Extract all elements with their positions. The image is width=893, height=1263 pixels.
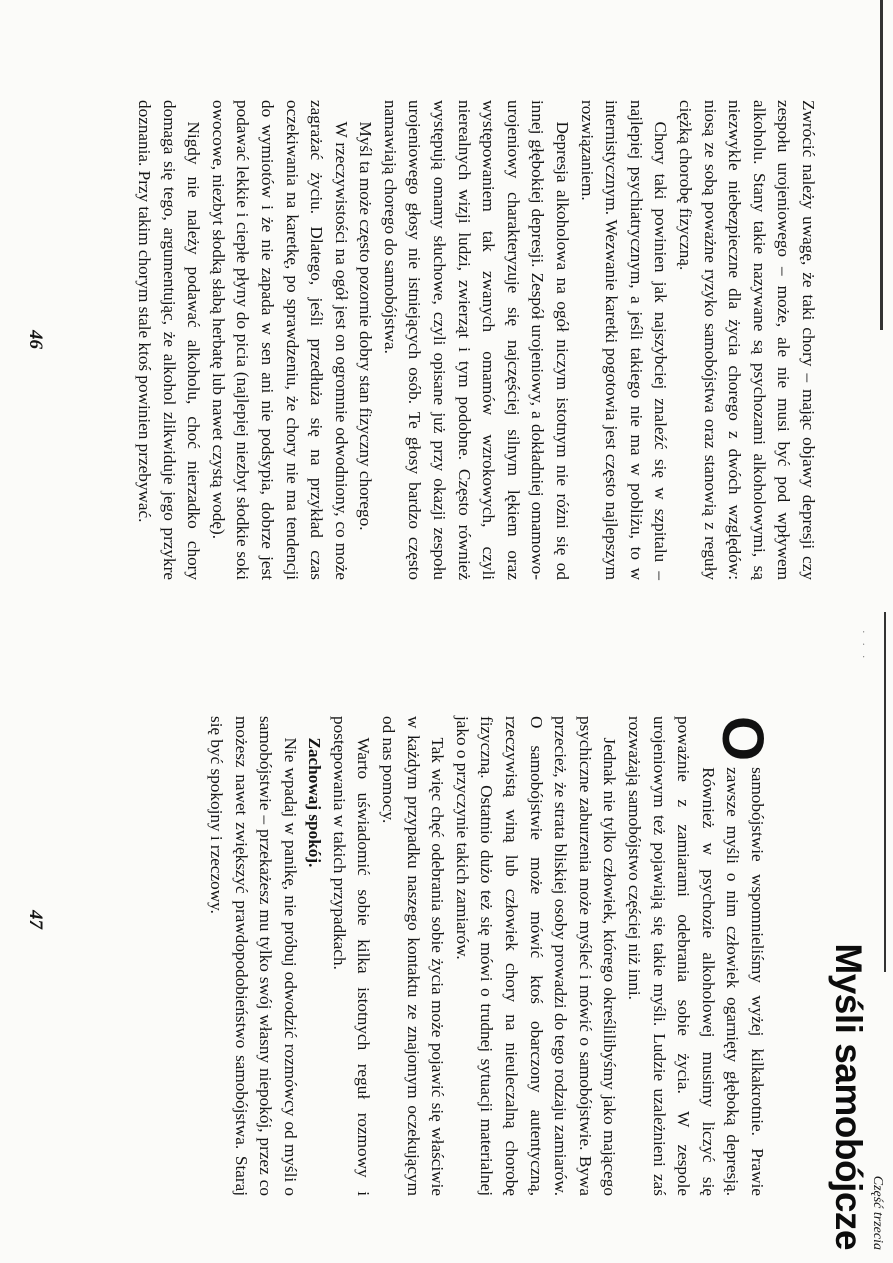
first-paragraph — [621, 716, 775, 1196]
chapter-title: Myśli samobójcze — [828, 943, 869, 1250]
right-page-text — [203, 716, 775, 1196]
scan-edge-line — [884, 612, 886, 972]
paragraph: Nie wpadaj w panikę, nie próbuj odwodzić rozmówcy od myśli o samobójstwie – przekażesz mu tylko swój własny niepokój, przez co możesz nawet zwiększyć prawdopodobieństwo samobójstwa. Staraj się być spokojny i rzeczowy. — [206, 716, 300, 1196]
subheading: Zachowaj spokój. — [305, 737, 325, 868]
paragraph: Chory taki powinien jak najszybciej znaleźć się w szpitalu – najlepiej psychiatrycznym, a jeśli takiego nie ma w pobliżu, to w internistycznym. Wezwanie karetki pogotowia jest często najlepszym rozwiązaniem. — [577, 100, 671, 580]
scan-noise: · · · — [857, 630, 869, 662]
paragraph: Tak więc chęć odebrania sobie życia może pojawić się właściwie w każdym przypadku naszego kontaktu ze znajomym oczekującym od nas pomocy. — [379, 716, 448, 1196]
paragraph: W rzeczywistości na ogół jest on ogromnie odwodniony, co może zagrażać życiu. Dlatego, jeśli przedłuża się na przykład czas oczekiwania na karetkę, po sprawdzeniu, że chory nie ma tendencji do wymiotów i że nie zapada w sen ani nie podsypia, dobrze jest podawać lekkie i ciepłe płyny do picia (najlepiej niezbyt słodkie soki owocowe, niezbyt słodką słabą herbatę lub nawet czystą wodę). — [208, 100, 351, 580]
first-paragraph-text: samobójstwie wspomnieliśmy wyżej kilkakrotnie. Prawie zawsze myśli o nim człowiek ogarnięty głęboką depresją. Również w psychozie alkoholowej musimy liczyć się poważnie z zamiarami odebrania sobie życia. W zespole urojeniowym też pojawiają się takie myśli. Ludzie uzależnieni zaś rozważają samobójstwo częściej niż inni. — [625, 716, 767, 1196]
paragraph: Jednak nie tylko człowiek, którego określilibyśmy jako mającego psychiczne zaburzenia może myśleć i mówić o samobójstwie. Bywa przecież, że strata bliskiej osoby prowadzi do tego rodzaju zamiarów. O samobójstwie może mówić ktoś obarczony autentyczną, rzeczywistą winą lub człowiek chory na nieuleczalną chorobę fizyczną. Ostatnio dużo też się mówi o trudnej sytuacji materialnej jako o przyczynie takich zamiarów. — [452, 716, 620, 1196]
scan-edge-line — [880, 0, 883, 330]
paragraph: Nigdy nie należy podawać alkoholu, choć nierzadko chory domaga się tego, argumentując, że alkohol zlikwiduje jego przykre doznania. Przy takim chorym stale ktoś powinien przebywać. — [134, 100, 204, 580]
section-label: Część trzecia — [870, 1175, 885, 1250]
left-page — [0, 0, 893, 612]
paragraph: Depresja alkoholowa na ogół niczym istotnym nie różni się od innej głębokiej depresji. Zespół urojeniowy, a dokładniej omamowo-urojeniowy charakteryzuje się najczęściej silnym lękiem oraz występowaniem tak zwanych omamów wzrokowych, czyli nierealnych wizji ludzi, zwierząt i tym podobne. Często również występują omamy słuchowe, czyli opisane już przy okazji zespołu urojeniowego głosy nie istniejących osób. Te głosy bardzo często namawiają chorego do samobójstwa. — [380, 100, 573, 580]
page-number: 47 — [25, 910, 46, 929]
paragraph: Zwrócić należy uwagę, że taki chory – mając objawy depresji czy zespołu urojeniowego – może, ale nie musi być pod wpływem alkoholu. Stany takie nazywane są psychozami alkoholowymi, są niezwykle niebezpieczne dla życia chorego z dwóch względów: niosą ze sobą poważne ryzyko samobójstwa oraz stanowią z reguły ciężką chorobę fizyczną. — [676, 100, 818, 580]
drop-cap: O — [710, 716, 775, 762]
page-number: 46 — [25, 330, 46, 349]
paragraph: Warto uświadomić sobie kilka istotnych reguł rozmowy i postępowania w takich przypadkach. — [329, 716, 374, 1196]
left-page-text — [131, 100, 820, 580]
right-page — [0, 612, 893, 1263]
paragraph: Myśl ta może często pozornie dobry stan fizyczny chorego. — [356, 121, 376, 531]
